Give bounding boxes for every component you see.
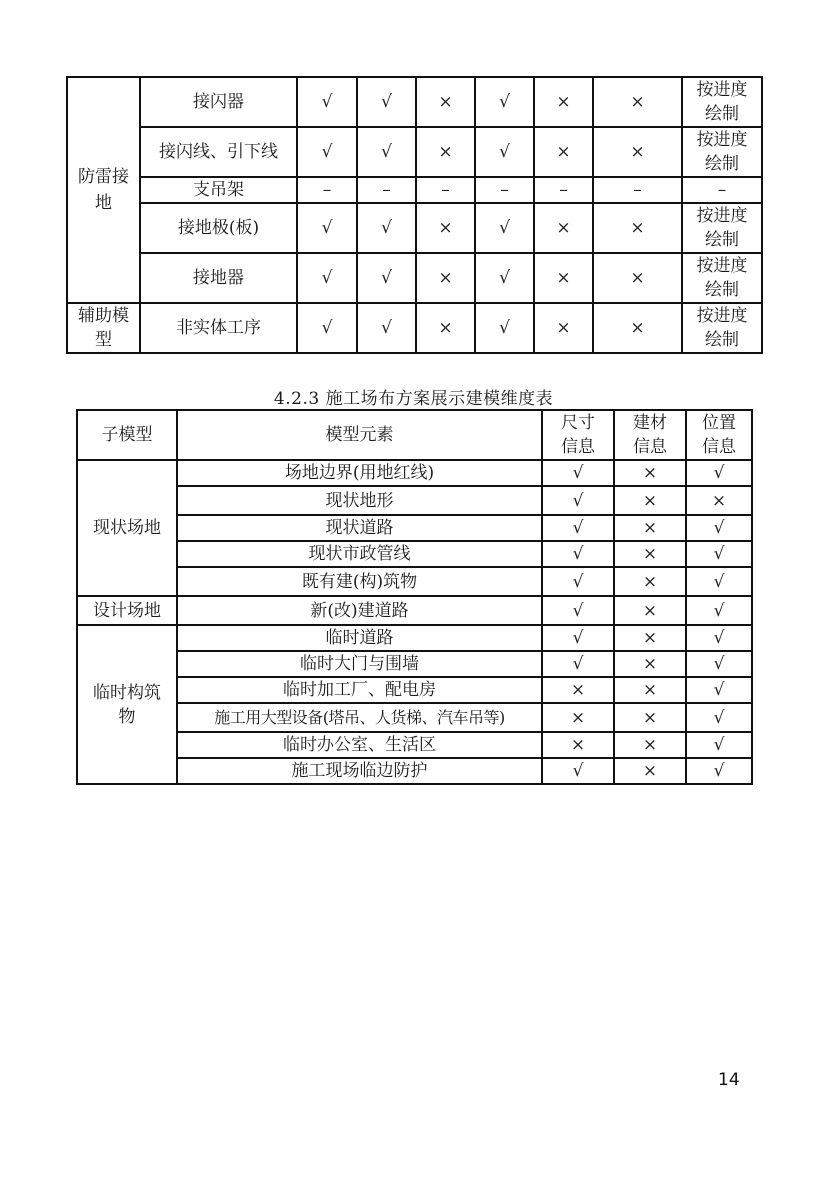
table-row (77, 677, 752, 703)
group-cell: 设计场地 (77, 596, 177, 625)
mark-cell: √ (297, 77, 357, 127)
mark-cell: √ (686, 541, 752, 567)
element-cell: 临时办公室、生活区 (177, 732, 542, 758)
mark-cell: × (614, 758, 686, 784)
element-cell: 现状地形 (177, 486, 542, 515)
mark-cell: × (686, 486, 752, 515)
mark-cell: × (416, 203, 475, 253)
element-cell: 现状市政管线 (177, 541, 542, 567)
table-row (67, 77, 762, 127)
mark-cell: × (534, 127, 593, 177)
mark-cell: √ (686, 567, 752, 596)
page-number: 14 (718, 1070, 740, 1090)
mark-cell: × (534, 77, 593, 127)
mark-cell: × (614, 486, 686, 515)
mark-cell: √ (686, 515, 752, 541)
mark-cell: √ (542, 460, 614, 486)
element-cell: 非实体工序 (140, 303, 297, 353)
table-row (77, 486, 752, 515)
mark-cell: √ (475, 77, 534, 127)
note-cell: 按进度绘制 (682, 127, 762, 177)
table-row (77, 625, 752, 651)
mark-cell: × (614, 567, 686, 596)
table-row (77, 703, 752, 732)
table-row (67, 127, 762, 177)
element-cell: 临时加工厂、配电房 (177, 677, 542, 703)
header-material-info: 建材信息 (614, 410, 686, 460)
modeling-dimension-table-continued (66, 76, 763, 354)
mark-cell: √ (475, 127, 534, 177)
note-cell: – (682, 177, 762, 203)
header-element: 模型元素 (177, 410, 542, 460)
element-cell: 接闪线、引下线 (140, 127, 297, 177)
note-cell: 按进度绘制 (682, 77, 762, 127)
mark-cell: √ (542, 567, 614, 596)
mark-cell: – (534, 177, 593, 203)
mark-cell: – (475, 177, 534, 203)
group-cell: 辅助模型 (67, 303, 140, 353)
mark-cell: √ (475, 253, 534, 303)
mark-cell: × (614, 541, 686, 567)
element-cell: 临时大门与围墙 (177, 651, 542, 677)
table-row (77, 515, 752, 541)
mark-cell: × (542, 703, 614, 732)
mark-cell: × (593, 303, 682, 353)
table-row (77, 541, 752, 567)
mark-cell: √ (357, 77, 416, 127)
mark-cell: × (534, 203, 593, 253)
element-cell: 新(改)建道路 (177, 596, 542, 625)
group-cell: 防雷接地 (67, 77, 140, 303)
mark-cell: – (357, 177, 416, 203)
mark-cell: √ (297, 253, 357, 303)
mark-cell: √ (542, 625, 614, 651)
group-cell: 临时构筑物 (77, 625, 177, 784)
mark-cell: √ (542, 596, 614, 625)
mark-cell: √ (542, 515, 614, 541)
mark-cell: × (534, 253, 593, 303)
group-cell: 现状场地 (77, 460, 177, 596)
mark-cell: × (542, 732, 614, 758)
table-row (67, 253, 762, 303)
mark-cell: – (416, 177, 475, 203)
table-row (67, 177, 762, 203)
mark-cell: × (614, 703, 686, 732)
mark-cell: × (416, 127, 475, 177)
table-row (77, 758, 752, 784)
mark-cell: √ (357, 303, 416, 353)
mark-cell: – (593, 177, 682, 203)
mark-cell: × (534, 303, 593, 353)
mark-cell: × (614, 625, 686, 651)
mark-cell: × (614, 732, 686, 758)
element-cell: 现状道路 (177, 515, 542, 541)
site-layout-modeling-table (76, 409, 753, 785)
mark-cell: × (614, 677, 686, 703)
table-row (77, 567, 752, 596)
mark-cell: – (297, 177, 357, 203)
mark-cell: √ (542, 758, 614, 784)
mark-cell: √ (297, 127, 357, 177)
mark-cell: × (593, 77, 682, 127)
mark-cell: × (416, 77, 475, 127)
header-submodel: 子模型 (77, 410, 177, 460)
mark-cell: × (614, 515, 686, 541)
note-cell: 按进度绘制 (682, 253, 762, 303)
mark-cell: √ (542, 541, 614, 567)
element-cell: 施工现场临边防护 (177, 758, 542, 784)
table-row (67, 303, 762, 353)
mark-cell: × (614, 596, 686, 625)
note-cell: 按进度绘制 (682, 303, 762, 353)
mark-cell: √ (542, 486, 614, 515)
mark-cell: √ (475, 203, 534, 253)
mark-cell: √ (357, 127, 416, 177)
element-cell: 接地器 (140, 253, 297, 303)
table-row (67, 203, 762, 253)
mark-cell: × (593, 127, 682, 177)
mark-cell: √ (686, 703, 752, 732)
table-header-row (77, 410, 752, 460)
element-cell: 接地极(板) (140, 203, 297, 253)
mark-cell: √ (542, 651, 614, 677)
element-cell: 临时道路 (177, 625, 542, 651)
mark-cell: √ (357, 253, 416, 303)
table-row (77, 596, 752, 625)
element-cell: 场地边界(用地红线) (177, 460, 542, 486)
mark-cell: × (416, 253, 475, 303)
mark-cell: √ (686, 651, 752, 677)
mark-cell: √ (686, 596, 752, 625)
element-cell: 施工用大型设备(塔吊、人货梯、汽车吊等) (177, 703, 542, 732)
mark-cell: √ (357, 203, 416, 253)
mark-cell: × (614, 460, 686, 486)
mark-cell: √ (686, 460, 752, 486)
mark-cell: × (593, 203, 682, 253)
table-row (77, 732, 752, 758)
mark-cell: × (614, 651, 686, 677)
header-location-info: 位置信息 (686, 410, 752, 460)
element-cell: 既有建(构)筑物 (177, 567, 542, 596)
mark-cell: × (416, 303, 475, 353)
table-row (77, 460, 752, 486)
mark-cell: √ (297, 303, 357, 353)
mark-cell: √ (686, 625, 752, 651)
table-caption: 4.2.3 施工场布方案展示建模维度表 (273, 389, 554, 409)
mark-cell: √ (686, 732, 752, 758)
table-row (77, 651, 752, 677)
element-cell: 支吊架 (140, 177, 297, 203)
mark-cell: × (542, 677, 614, 703)
header-size-info: 尺寸信息 (542, 410, 614, 460)
mark-cell: √ (686, 758, 752, 784)
note-cell: 按进度绘制 (682, 203, 762, 253)
mark-cell: × (593, 253, 682, 303)
mark-cell: √ (475, 303, 534, 353)
mark-cell: √ (686, 677, 752, 703)
mark-cell: √ (297, 203, 357, 253)
element-cell: 接闪器 (140, 77, 297, 127)
